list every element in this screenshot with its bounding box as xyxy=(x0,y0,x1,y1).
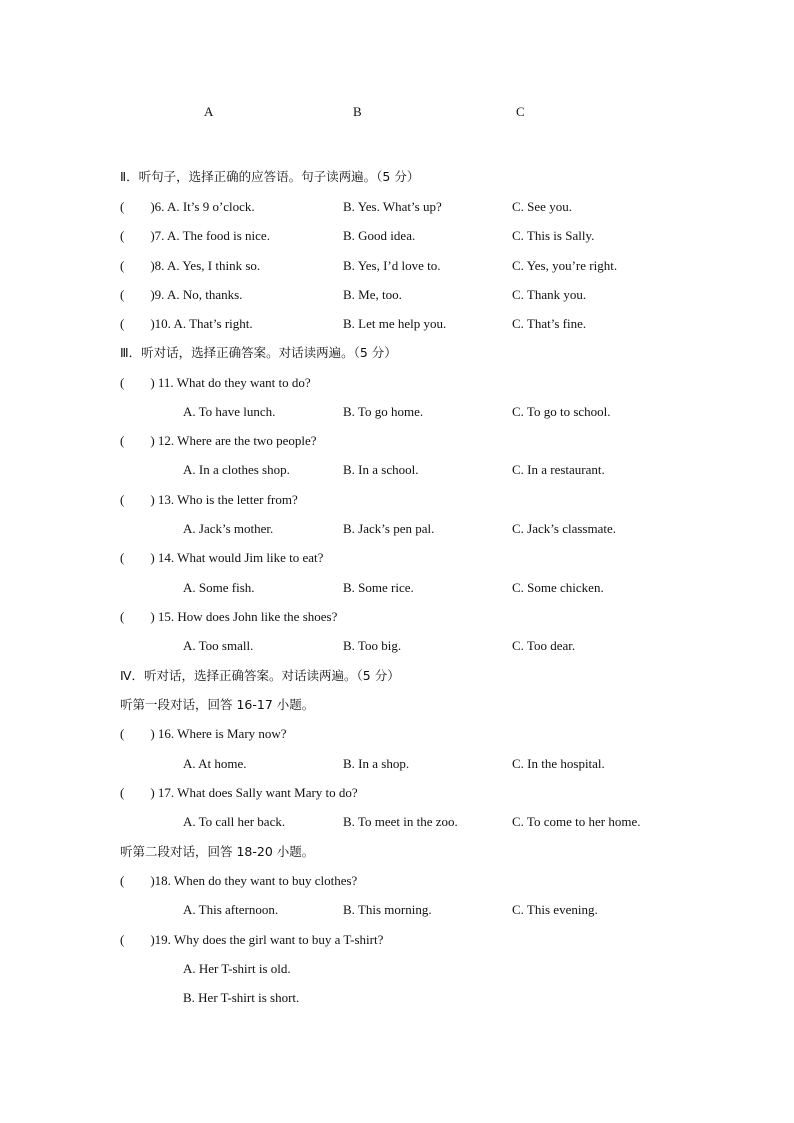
q7-option-b: B. Good idea. xyxy=(343,228,416,243)
q15-option-a: A. Too small. xyxy=(183,638,254,653)
q6-option-c: C. See you. xyxy=(512,199,572,214)
q13-option-c: C. Jack’s classmate. xyxy=(512,521,616,536)
q16-option-c: C. In the hospital. xyxy=(512,756,605,771)
q10-option-b: B. Let me help you. xyxy=(343,316,447,331)
q8-option-c: C. Yes, you’re right. xyxy=(512,258,618,273)
q15-option-b: B. Too big. xyxy=(343,638,402,653)
q13-option-b: B. Jack’s pen pal. xyxy=(343,521,435,536)
q15-option-c: C. Too dear. xyxy=(512,638,576,653)
q8-prompt: ( )8. A. Yes, I think so. xyxy=(120,258,261,273)
q17-option-a: A. To call her back. xyxy=(183,814,286,829)
q11-option-a: A. To have lunch. xyxy=(183,404,276,419)
q7-prompt: ( )7. A. The food is nice. xyxy=(120,228,270,243)
q8-option-b: B. Yes, I’d love to. xyxy=(343,258,441,273)
q10-option-c: C. That’s fine. xyxy=(512,316,587,331)
q14-option-c: C. Some chicken. xyxy=(512,580,604,595)
q19-question: ( )19. Why does the girl want to buy a T-shirt? xyxy=(120,932,384,947)
dialogue2-instruction: 听第二段对话，回答 18-20 小题。 xyxy=(120,844,315,859)
section3-heading: Ⅲ．听对话，选择正确答案。对话读两遍。（5 分） xyxy=(120,345,397,360)
q11-option-b: B. To go home. xyxy=(343,404,424,419)
q11-option-c: C. To go to school. xyxy=(512,404,611,419)
q6-option-b: B. Yes. What’s up? xyxy=(343,199,442,214)
dialogue1-instruction: 听第一段对话，回答 16-17 小题。 xyxy=(120,697,315,712)
q19-option-a: A. Her T-shirt is old. xyxy=(183,961,291,976)
q17-option-c: C. To come to her home. xyxy=(512,814,641,829)
q14-option-a: A. Some fish. xyxy=(183,580,255,595)
section2-heading: Ⅱ．听句子，选择正确的应答语。句子读两遍。（5 分） xyxy=(120,169,420,184)
image-label-a: A xyxy=(204,104,214,119)
q16-option-b: B. In a shop. xyxy=(343,756,410,771)
q18-question: ( )18. When do they want to buy clothes? xyxy=(120,873,358,888)
q11-question: ( ) 11. What do they want to do? xyxy=(120,375,311,390)
q18-option-b: B. This morning. xyxy=(343,902,432,917)
q9-option-c: C. Thank you. xyxy=(512,287,587,302)
q13-option-a: A. Jack’s mother. xyxy=(183,521,274,536)
image-label-c: C xyxy=(516,104,525,119)
q12-option-b: B. In a school. xyxy=(343,462,419,477)
q15-question: ( ) 15. How does John like the shoes? xyxy=(120,609,338,624)
q17-option-b: B. To meet in the zoo. xyxy=(343,814,458,829)
q14-question: ( ) 14. What would Jim like to eat? xyxy=(120,550,324,565)
section4-heading: Ⅳ．听对话，选择正确答案。对话读两遍。（5 分） xyxy=(120,668,400,683)
q9-option-b: B. Me, too. xyxy=(343,287,402,302)
q16-question: ( ) 16. Where is Mary now? xyxy=(120,726,287,741)
q17-question: ( ) 17. What does Sally want Mary to do? xyxy=(120,785,358,800)
q9-prompt: ( )9. A. No, thanks. xyxy=(120,287,243,302)
q19-option-b: B. Her T-shirt is short. xyxy=(183,990,300,1005)
q18-option-a: A. This afternoon. xyxy=(183,902,279,917)
q12-option-c: C. In a restaurant. xyxy=(512,462,605,477)
q12-question: ( ) 12. Where are the two people? xyxy=(120,433,317,448)
q16-option-a: A. At home. xyxy=(183,756,247,771)
q18-option-c: C. This evening. xyxy=(512,902,598,917)
q13-question: ( ) 13. Who is the letter from? xyxy=(120,492,298,507)
q7-option-c: C. This is Sally. xyxy=(512,228,595,243)
image-label-b: B xyxy=(353,104,362,119)
q12-option-a: A. In a clothes shop. xyxy=(183,462,290,477)
q6-prompt: ( )6. A. It’s 9 o’clock. xyxy=(120,199,255,214)
q14-option-b: B. Some rice. xyxy=(343,580,414,595)
q10-prompt: ( )10. A. That’s right. xyxy=(120,316,253,331)
